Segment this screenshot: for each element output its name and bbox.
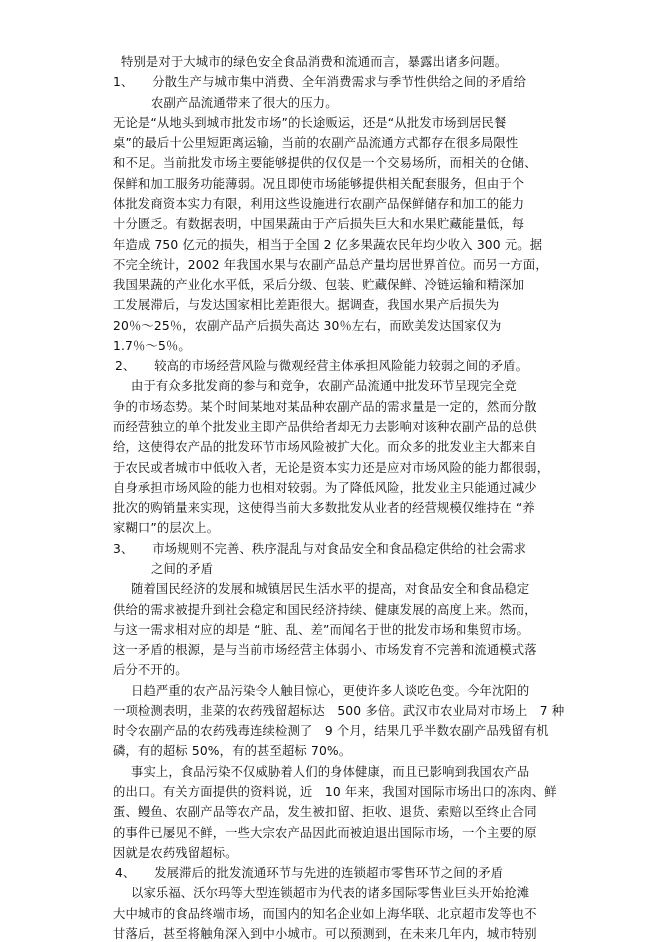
- paragraph-line: 大中城市的食品终端市场，而国内的知名企业如上海华联、北京超市发等也不: [113, 907, 537, 921]
- paragraph-line: 自身承担市场风险的能力也相对较弱。为了降低风险，批发业主只能通过减少: [113, 481, 537, 495]
- paragraph-line: 工发展滞后，与发达国家相比差距很大。据调查，我国水果产后损失为: [113, 298, 500, 312]
- numbered-heading-4: 4、 发展滞后的批发流通环节与先进的连锁超市零售环节之间的矛盾: [115, 866, 504, 880]
- paragraph-line: 时令农副产品的农药残毒连续检测了 9 个月，结果几乎半数农副产品残留有机: [113, 724, 549, 738]
- paragraph-line: 十分匮乏。有数据表明，中国果蔬由于产后损失巨大和水果贮藏能量低，每: [113, 217, 525, 231]
- paragraph-line: 批次的购销量来实现，这使得当前大多数批发从业者的经营规模仅维持在 “养: [113, 501, 535, 515]
- paragraph-line: 事实上，食品污染不仅威胁着人们的身体健康，而且已影响到我国农产品: [131, 765, 530, 779]
- paragraph-line: 体批发商资本实力有限，利用这些设施进行农副产品保鲜储存和加工的能力: [113, 197, 525, 211]
- paragraph-line: 的出口。有关方面提供的资料说，近 10 年来，我国对国际市场出口的冻肉、鲜: [113, 785, 557, 799]
- numbered-heading-1-cont: 农副产品流通带来了很大的压力。: [151, 96, 338, 110]
- paragraph-line: 后分不开的。: [113, 663, 188, 677]
- paragraph-line: 给，这使得农产品的批发环节市场风险被扩大化。而众多的批发业主大都来自: [113, 440, 537, 454]
- numbered-heading-1: 1、 分散生产与城市集中消费、全年消费需求与季节性供给之间的矛盾给: [113, 75, 527, 89]
- paragraph-line: 年造成 750 亿元的损失，相当于全国 2 亿多果蔬农民年均少收入 300 元。据: [113, 238, 543, 252]
- paragraph-line: 1.7％～5％。: [113, 339, 191, 353]
- paragraph-line: 随着国民经济的发展和城镇居民生活水平的提高，对食品安全和食品稳定: [131, 582, 530, 596]
- paragraph-line: 保鲜和加工服务功能薄弱。况且即使市场能够提供相关配套服务，但由于个: [113, 177, 525, 191]
- paragraph-line: 甘落后，甚至将触角深入到中小城市。可以预测到，在未来几年内，城市特别: [113, 927, 537, 941]
- paragraph-line: 不完全统计，2002 年我国水果与农副产品总产量均居世界首位。而另一方面，: [113, 258, 548, 272]
- paragraph-line: 一项检测表明，韭菜的农药残留超标达 500 多倍。武汉市农业局对市场上 7 种: [113, 704, 565, 718]
- paragraph-line: 于农民或者城市中低收入者，无论是资本实力还是应对市场风险的能力都很弱，: [113, 461, 550, 475]
- paragraph-line: 这一矛盾的根源，是与当前市场经营主体弱小、市场发育不完善和流通模式落: [113, 643, 537, 657]
- paragraph-line: 20％～25％，农副产品产后损失高达 30％左右，而欧美发达国家仅为: [113, 319, 502, 333]
- paragraph-line: 日趋严重的农产品污染令人触目惊心，更使许多人谈吃色变。今年沈阳的: [131, 684, 530, 698]
- paragraph-line: 的事件已屡见不鲜，一些大宗农产品因此而被迫退出国际市场，一个主要的原: [113, 826, 537, 840]
- paragraph-line: 以家乐福、沃尔玛等大型连锁超市为代表的诸多国际零售业巨头开始抢滩: [131, 886, 530, 900]
- numbered-heading-3: 3、 市场规则不完善、秩序混乱与对食品安全和食品稳定供给的社会需求: [113, 542, 527, 556]
- paragraph-line: 争的市场态势。某个时间某地对某品种农副产品的需求量是一定的，然而分散: [113, 400, 537, 414]
- paragraph-line: 而经营独立的单个批发业主即产品供给者却无力去影响对该种农副产品的总供: [113, 420, 537, 434]
- paragraph-line: 与这一需求相对应的却是 “脏、乱、差”而闻名于世的批发市场和集贸市场。: [113, 623, 529, 637]
- paragraph-line: 特别是对于大城市的绿色安全食品消费和流通而言，暴露出诸多问题。: [121, 55, 508, 69]
- paragraph-line: 由于有众多批发商的参与和竞争，农副产品流通中批发环节呈现完全竞: [131, 379, 517, 393]
- numbered-heading-2: 2、 较高的市场经营风险与微观经营主体承担风险能力较弱之间的矛盾。: [115, 359, 529, 373]
- paragraph-line: 家糊口”的层次上。: [113, 521, 220, 535]
- numbered-heading-3-cont: 之间的矛盾: [151, 562, 214, 576]
- paragraph-line: 桌”的最后十公里短距离运输，当前的农副产品流通方式都存在很多局限性: [113, 136, 519, 150]
- paragraph-line: 因就是农药残留超标。: [113, 846, 238, 860]
- paragraph-line: 无论是“从地头到城市批发市场”的长途贩运，还是“从批发市场到居民餐: [113, 116, 507, 130]
- paragraph-line: 蛋、鳗鱼、农副产品等农产品，发生被扣留、拒收、退货、索赔以至终止合同: [113, 805, 537, 819]
- paragraph-line: 和不足。当前批发市场主要能够提供的仅仅是一个交易场所，而相关的仓储、: [113, 156, 537, 170]
- paragraph-line: 磷，有的超标 50%，有的甚至超标 70%。: [113, 744, 352, 758]
- paragraph-line: 供给的需求被提升到社会稳定和国民经济持续、健康发展的高度上来。然而，: [113, 603, 537, 617]
- paragraph-line: 我国果蔬的产业化水平低，采后分级、包装、贮藏保鲜、冷链运输和精深加: [113, 278, 525, 292]
